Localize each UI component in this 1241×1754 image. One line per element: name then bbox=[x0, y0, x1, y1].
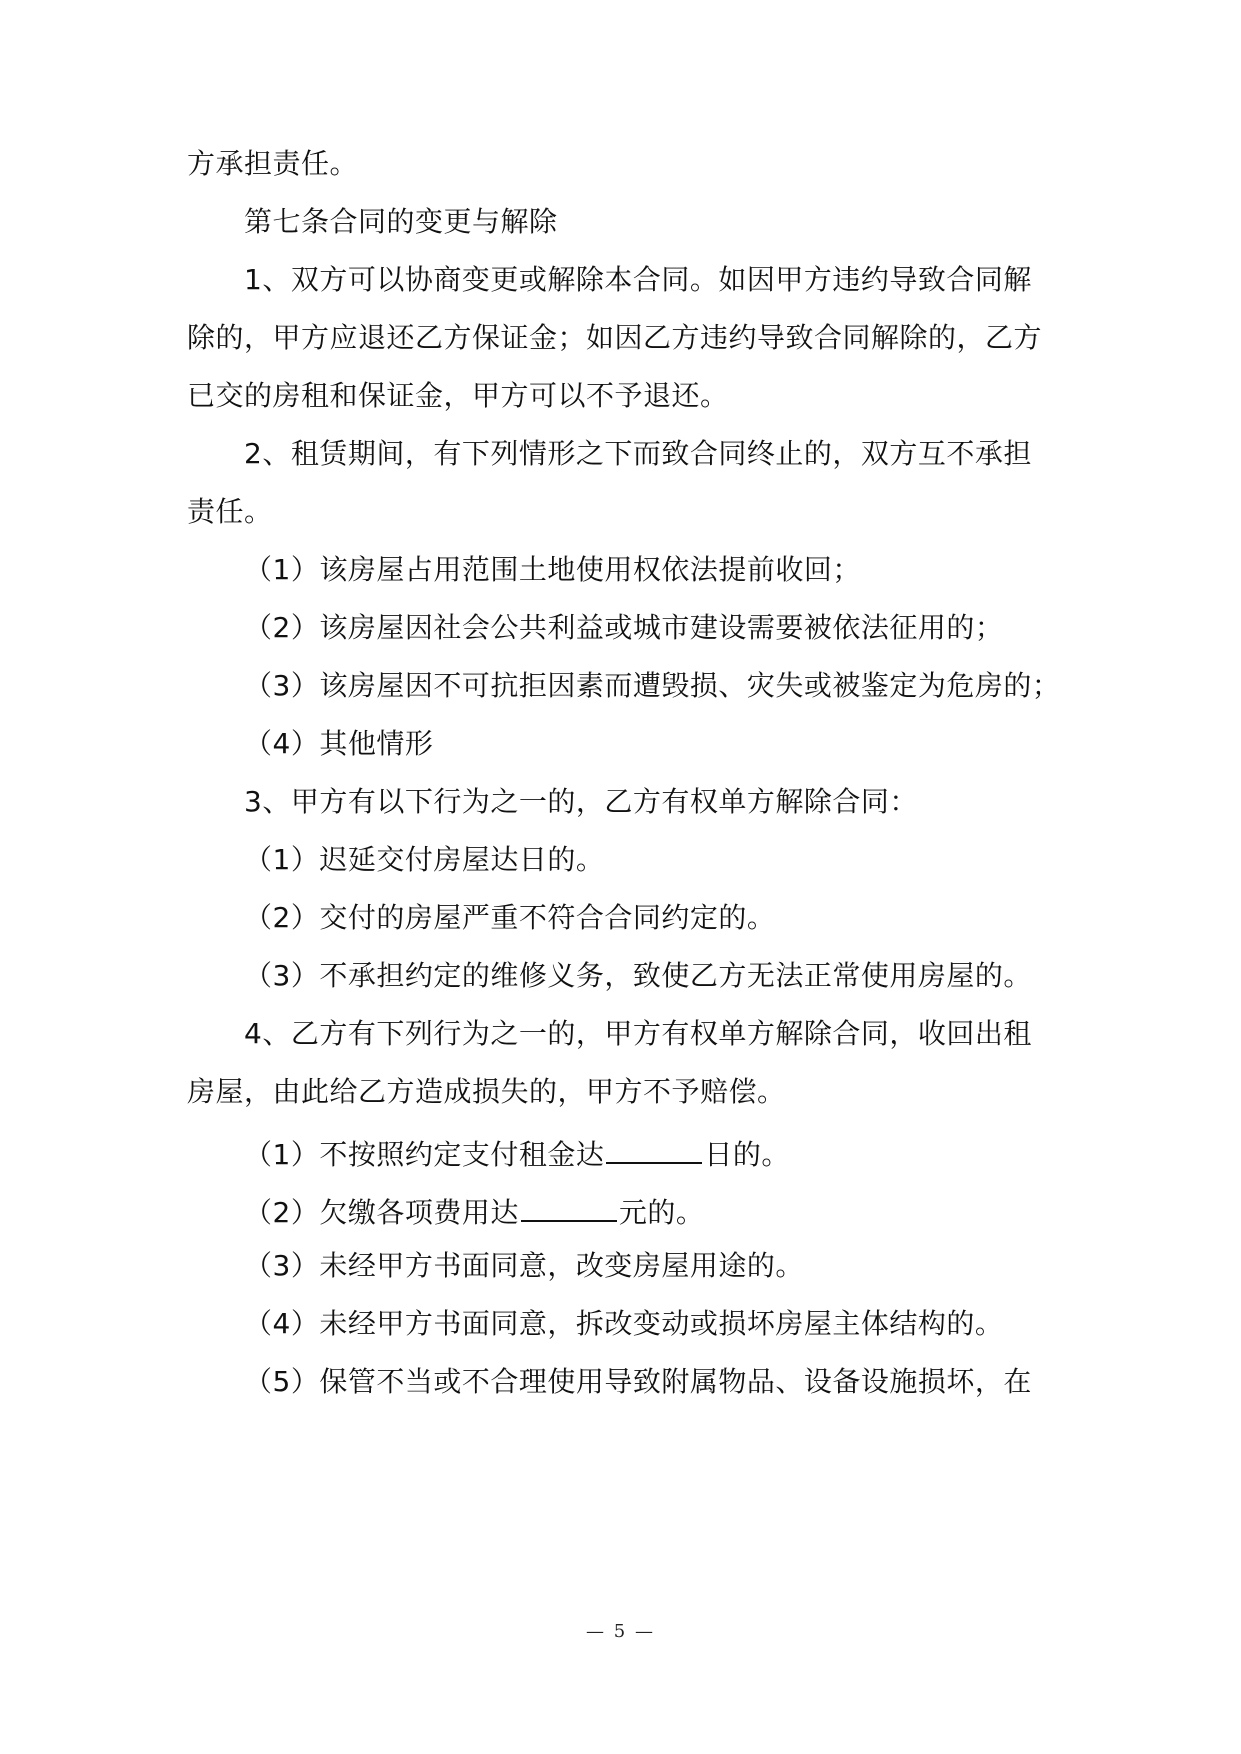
paragraph-line: 1、双方可以协商变更或解除本合同。如因甲方违约导致合同解 bbox=[244, 263, 1032, 296]
list-item: （3）该房屋因不可抗拒因素而遭毁损、灾失或被鉴定为危房的； bbox=[244, 669, 1061, 702]
fill-in-blank[interactable] bbox=[606, 1132, 702, 1164]
paragraph-line: 方承担责任。 bbox=[187, 147, 359, 180]
list-item: （2）该房屋因社会公共利益或城市建设需要被依法征用的； bbox=[244, 611, 1004, 644]
blank-line-suffix: 日的。 bbox=[704, 1138, 790, 1171]
list-item: （1）该房屋占用范围土地使用权依法提前收回； bbox=[244, 553, 861, 586]
list-item-with-blank bbox=[244, 1132, 790, 1173]
fill-in-blank[interactable] bbox=[521, 1190, 617, 1222]
list-item: （3）未经甲方书面同意，改变房屋用途的。 bbox=[244, 1249, 804, 1282]
blank-line-suffix: 元的。 bbox=[618, 1196, 705, 1229]
list-item: （2）交付的房屋严重不符合合同约定的。 bbox=[244, 901, 776, 934]
list-item: （3）不承担约定的维修义务，致使乙方无法正常使用房屋的。 bbox=[244, 959, 1032, 992]
list-item-with-blank bbox=[244, 1190, 704, 1231]
paragraph-line: 责任。 bbox=[187, 495, 273, 528]
list-item: （1）迟延交付房屋达日的。 bbox=[244, 843, 605, 876]
list-item: （4）其他情形 bbox=[244, 727, 434, 760]
paragraph-line: 房屋，由此给乙方造成损失的，甲方不予赔偿。 bbox=[187, 1075, 786, 1108]
paragraph-line: 除的，甲方应退还乙方保证金；如因乙方违约导致合同解除的，乙方 bbox=[187, 321, 1043, 354]
page-number: — 5 — bbox=[586, 1621, 655, 1642]
list-item: （4）未经甲方书面同意，拆改变动或损坏房屋主体结构的。 bbox=[244, 1307, 1004, 1340]
section-heading: 第七条合同的变更与解除 bbox=[244, 205, 558, 238]
paragraph-line: 已交的房租和保证金，甲方可以不予退还。 bbox=[187, 379, 729, 412]
paragraph-line: 3、甲方有以下行为之一的，乙方有权单方解除合同： bbox=[244, 785, 918, 818]
blank-line-prefix: （1）不按照约定支付租金达 bbox=[244, 1138, 605, 1171]
paragraph-line: 4、乙方有下列行为之一的，甲方有权单方解除合同，收回出租 bbox=[244, 1017, 1032, 1050]
list-item: （5）保管不当或不合理使用导致附属物品、设备设施损坏，在 bbox=[244, 1365, 1032, 1398]
paragraph-line: 2、租赁期间，有下列情形之下而致合同终止的，双方互不承担 bbox=[244, 437, 1032, 470]
blank-line-prefix: （2）欠缴各项费用达 bbox=[244, 1196, 519, 1229]
